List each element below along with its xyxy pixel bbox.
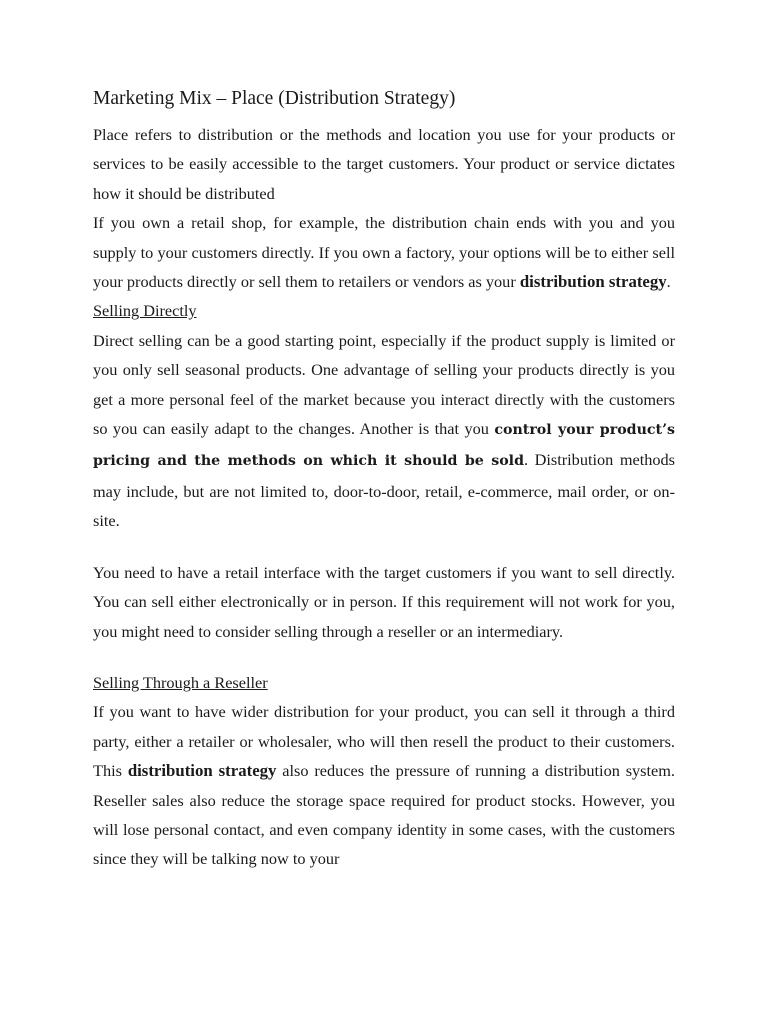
selling-directly-paragraph-2: You need to have a retail interface with the target customers if you want to sell directly. You can sell either electronically or in person. If this requirement will not work for you, you might need to consider selling through a reseller or an intermediary. [93, 562, 675, 641]
selling-directly-paragraph-1-bold: control your product’s pricing and the methods on which it should be sold [93, 422, 676, 470]
reseller-paragraph-1-text-a: If you want to have wider distribution for your product, you can sell it through a third party, either a retailer or wholesaler, who will then resell the product to their customers. This [93, 702, 675, 781]
intro-paragraph-2-bold: distribution strategy [519, 272, 667, 292]
intro-paragraph-2-text-a: If you own a retail shop, for example, the distribution chain ends with you and you supply to your customers directly. If you own a factory, your options will be to either sell your products directly or sell them to retailers or vendors as your [93, 213, 675, 292]
paragraph-spacer [93, 646, 675, 668]
intro-paragraph-2-text-b: . [666, 272, 671, 292]
paragraph-spacer [93, 536, 675, 558]
section-heading-selling-through-reseller: Selling Through a Reseller [93, 672, 268, 692]
document-page [93, 84, 675, 874]
reseller-paragraph-1-bold: distribution strategy [127, 761, 277, 781]
reseller-paragraph-1 [93, 697, 675, 873]
selling-directly-paragraph-1-text-b: . Distribution methods may include, but are not limited to, door-to-door, retail, e-commerce, mail order, or on-site. [93, 450, 675, 531]
reseller-paragraph-1-text-b: also reduces the pressure of running a distribution system. Reseller sales also reduce the storage space required for product stocks. However, you will lose personal contact, and even company identity in some cases, with the customers since they will be talking now to your [93, 761, 675, 869]
selling-directly-paragraph-1 [93, 326, 675, 536]
section-heading-selling-directly: Selling Directly [93, 301, 197, 321]
page-title: Marketing Mix – Place (Distribution Strategy) [93, 88, 456, 109]
selling-directly-paragraph-1-text-a: Direct selling can be a good starting point, especially if the product supply is limited or you only sell seasonal products. One advantage of selling your products directly is you get a more personal feel of the market because you interact directly with the customers so you can easily adapt to the changes. Another is that you [93, 330, 675, 439]
intro-paragraph-2 [93, 208, 675, 296]
intro-paragraph-1: Place refers to distribution or the methods and location you use for your products or services to be easily accessible to the target customers. Your product or service dictates how it should be distributed [93, 125, 675, 203]
